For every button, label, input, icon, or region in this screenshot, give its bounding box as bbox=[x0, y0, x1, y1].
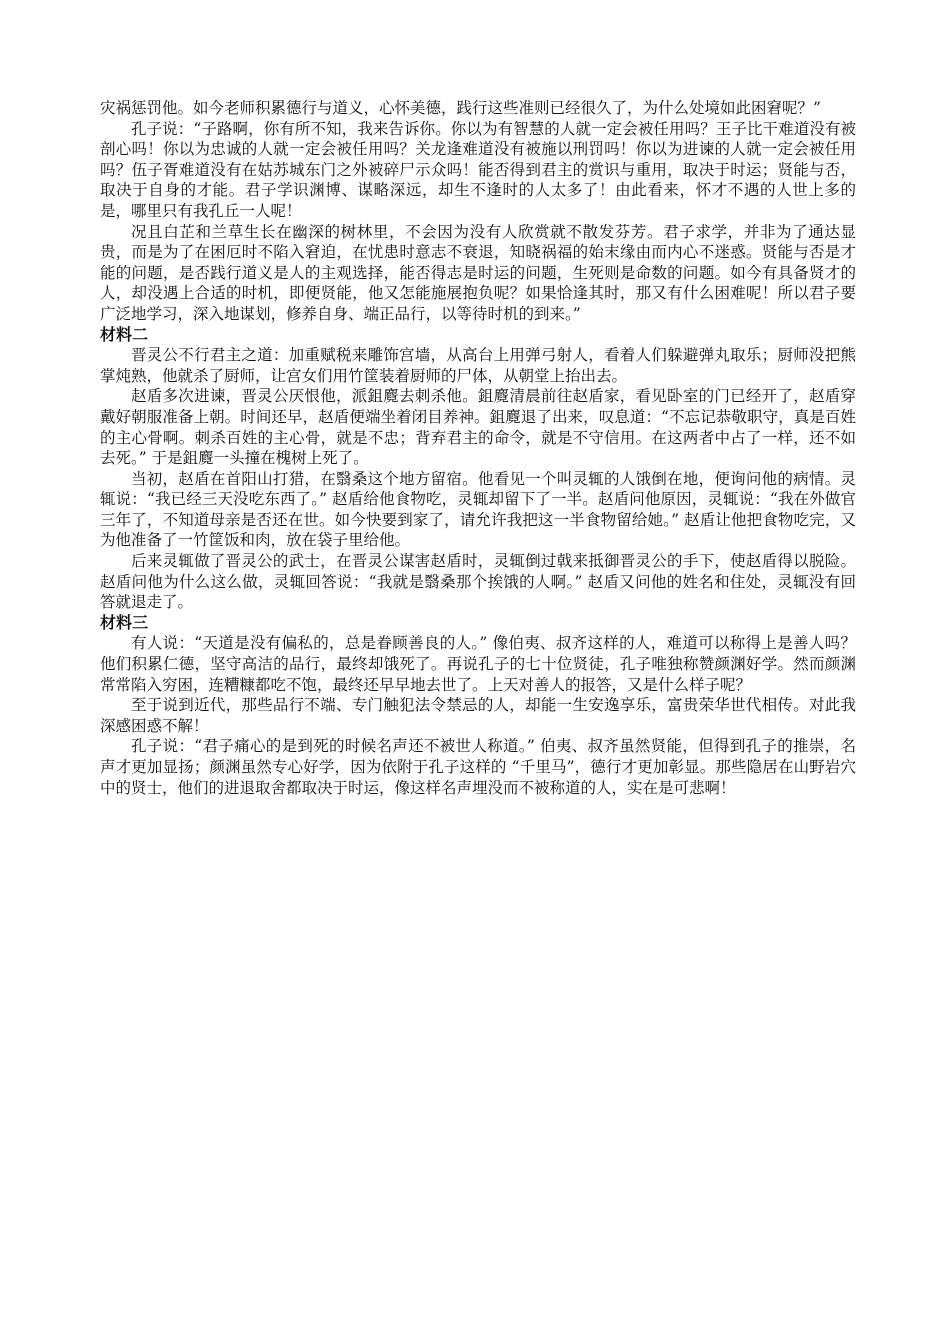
section-heading: 材料三 bbox=[100, 612, 149, 632]
paragraph: 孔子说：“君子痛心的是到死的时候名声还不被世人称道。” 伯夷、叔齐虽然贤能，但得到孔子的推崇，名声才更加显扬；颜渊虽然专心好学，因为依附于孔子这样的 “千里马”，德行才更加彰显。那些隐居在山野岩穴中的贤士，他们的进退取舍都取决于时运，像这样名声埋没而不被称道的人，实在是可悲啊！ bbox=[100, 737, 856, 797]
paragraph: 至于说到近代，那些品行不端、专门触犯法令禁忌的人，却能一生安逸享乐，富贵荣华世代相传。对此我深感困惑不解！ bbox=[100, 696, 856, 735]
paragraph: 赵盾多次进谏，晋灵公厌恨他，派鉏麑去刺杀他。鉏麑清晨前往赵盾家，看见卧室的门已经开了，赵盾穿戴好朝服准备上朝。时间还早，赵盾便端坐着闭目养神。鉏麑退了出来，叹息道：“不忘记恭敬职守，真是百姓的主心骨啊。刺杀百姓的主心骨，就是不忠；背弃君主的命令，就是不守信用。在这两者中占了一样，还不如去死。” 于是鉏麑一头撞在槐树上死了。 bbox=[100, 387, 856, 468]
paragraph: 当初，赵盾在首阳山打猎，在翳桑这个地方留宿。他看见一个叫灵辄的人饿倒在地，便询问他的病情。灵辄说：“我已经三天没吃东西了。” 赵盾给他食物吃，灵辄却留下了一半。赵盾问他原因，灵辄说：“我在外做官三年了，不知道母亲是否还在世。如今快要到家了，请允许我把这一半食物留给她。” 赵盾让他把食物吃完，又为他准备了一竹筐饭和肉，放在袋子里给他。 bbox=[100, 469, 856, 550]
paragraph: 有人说：“天道是没有偏私的，总是眷顾善良的人。” 像伯夷、叔齐这样的人，难道可以称得上是善人吗？他们积累仁德，坚守高洁的品行，最终却饿死了。再说孔子的七十位贤徒，孔子唯独称赞颜渊好学。然而颜渊常常陷入穷困，连糟糠都吃不饱，最终还早早地去世了。上天对善人的报答，又是什么样子呢？ bbox=[100, 634, 856, 694]
paragraph: 况且白芷和兰草生长在幽深的树林里，不会因为没有人欣赏就不散发芬芳。君子求学，并非为了通达显贵，而是为了在困厄时不陷入窘迫，在忧患时意志不衰退，知晓祸福的始末缘由而内心不迷惑。贤能与否是才能的问题，是否践行道义是人的主观选择，能否得志是时运的问题，生死则是命数的问题。如今有具备贤才的人，却没遇上合适的时机，即便贤能，他又怎能施展抱负呢？如果恰逢其时，那又有什么困难呢！所以君子要广泛地学习，深入地谋划，修养自身、端正品行，以等待时机的到来。” bbox=[100, 222, 856, 323]
paragraph: 晋灵公不行君主之道：加重赋税来雕饰宫墙，从高台上用弹弓射人，看着人们躲避弹丸取乐；厨师没把熊掌炖熟，他就杀了厨师，让宫女们用竹筐装着厨师的尸体，从朝堂上抬出去。 bbox=[100, 346, 856, 385]
paragraph: 后来灵辄做了晋灵公的武士，在晋灵公谋害赵盾时，灵辄倒过戟来抵御晋灵公的手下，使赵盾得以脱险。赵盾问他为什么这么做，灵辄回答说：“我就是翳桑那个挨饿的人啊。” 赵盾又问他的姓名和住处，灵辄没有回答就退走了。 bbox=[100, 552, 856, 612]
document-page bbox=[100, 98, 856, 798]
section-heading: 材料二 bbox=[100, 324, 149, 344]
paragraph: 灾祸惩罚他。如今老师积累德行与道义，心怀美德，践行这些准则已经很久了，为什么处境如此困窘呢？” bbox=[100, 99, 821, 117]
paragraph: 孔子说：“子路啊，你有所不知，我来告诉你。你以为有智慧的人就一定会被任用吗？王子比干难道没有被剖心吗！你以为忠诚的人就一定会被任用吗？关龙逢难道没有被施以刑罚吗！你以为进谏的人就一定会被任用吗？伍子胥难道没有在姑苏城东门之外被碎尸示众吗！能否得到君主的赏识与重用，取决于时运；贤能与否，取决于自身的才能。君子学识渊博、谋略深远，却生不逢时的人太多了！由此看来，怀才不遇的人世上多的是，哪里只有我孔丘一人呢！ bbox=[100, 119, 856, 220]
